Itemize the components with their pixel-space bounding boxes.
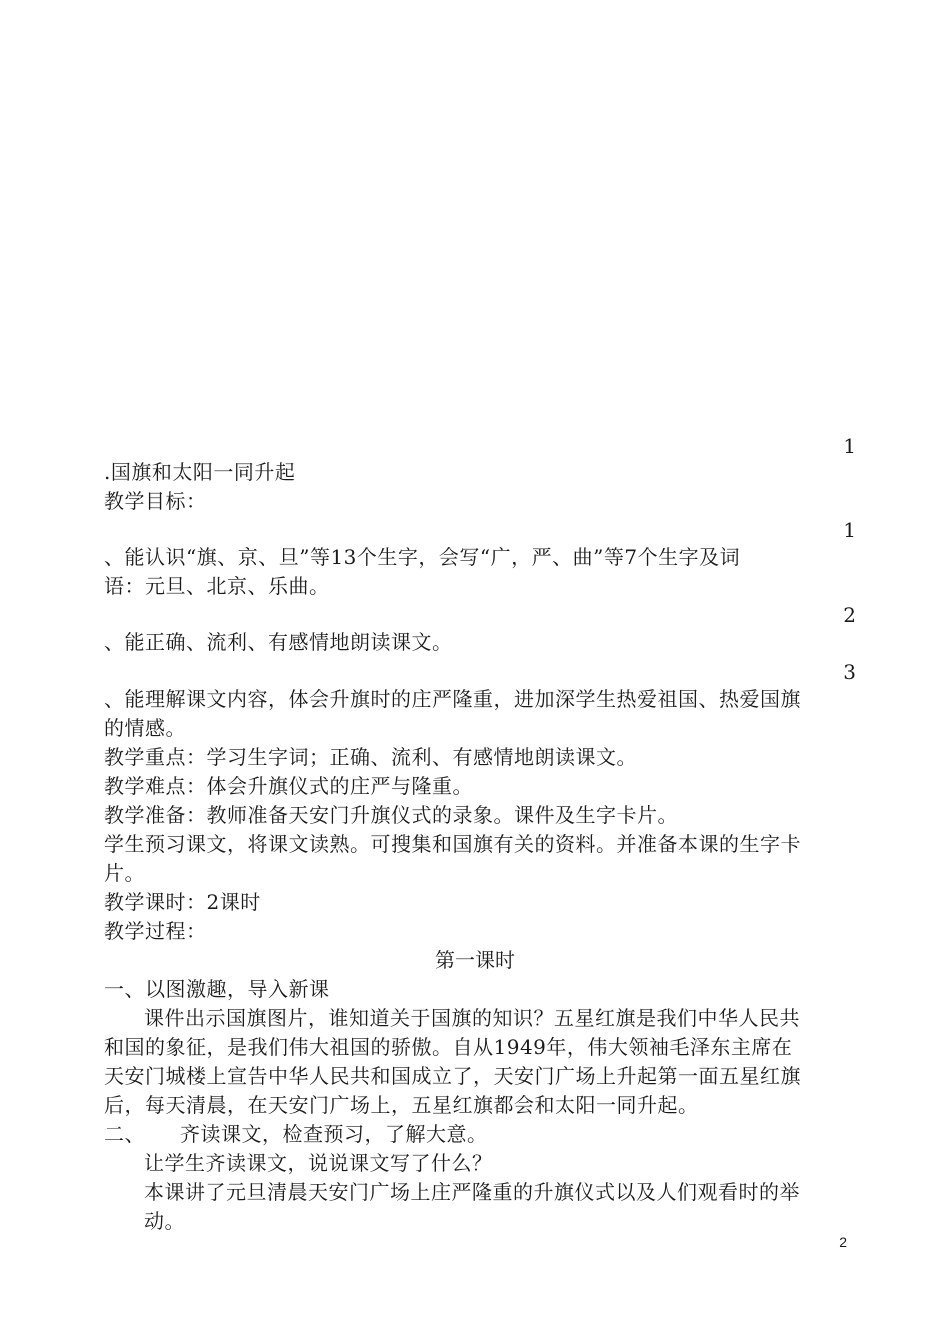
student-prep-line-2: 片。 — [104, 861, 145, 885]
goal-2-number: 2 — [843, 603, 856, 627]
section-2-line-2a: 本课讲了元旦清晨天安门广场上庄严隆重的升旗仪式以及人们观看时的举 — [144, 1180, 800, 1204]
section-1-para-line-3: 天安门城楼上宣告中华人民共和国成立了，天安门广场上升起第一面五星红旗 — [104, 1064, 801, 1088]
student-prep-line-1: 学生预习课文，将课文读熟。可搜集和国旗有关的资料。并准备本课的生字卡 — [104, 832, 801, 856]
goals-label: 教学目标： — [104, 489, 207, 513]
section-1-heading: 一、以图激趣，导入新课 — [104, 977, 330, 1001]
goal-3-line-2: 的情感。 — [104, 716, 186, 740]
section-2-heading-text: 齐读课文，检查预习，了解大意。 — [180, 1122, 488, 1146]
section-1-para-line-4: 后，每天清晨，在天安门广场上，五星红旗都会和太阳一同升起。 — [104, 1093, 699, 1117]
section-2-line-2b: 动。 — [144, 1209, 185, 1233]
goal-1-line-1: 、能认识“旗、京、旦”等13个生字，会写“广，严、曲”等7个生字及词 — [104, 545, 741, 569]
lesson-title: .国旗和太阳一同升起 — [104, 460, 296, 484]
section-1-para-line-2: 和国的象征，是我们伟大祖国的骄傲。自从1949年，伟大领袖毛泽东主席在 — [104, 1035, 793, 1059]
goal-1-line-2: 语：元旦、北京、乐曲。 — [104, 574, 330, 598]
goal-3-line-1: 、能理解课文内容，体会升旗时的庄严隆重，进加深学生热爱祖国、热爱国旗 — [104, 687, 801, 711]
session-title: 第一课时 — [435, 948, 515, 972]
page-number: 2 — [839, 1234, 847, 1250]
class-hours: 教学课时：2课时 — [104, 890, 261, 914]
section-2-heading-number: 二、 — [104, 1122, 145, 1146]
goal-3-number: 3 — [843, 660, 856, 684]
section-1-para-line-1: 课件出示国旗图片，谁知道关于国旗的知识？五星红旗是我们中华人民共 — [144, 1006, 800, 1030]
section-2-line-1: 让学生齐读课文，说说课文写了什么？ — [144, 1151, 493, 1175]
goal-2-line-1: 、能正确、流利、有感情地朗读课文。 — [104, 630, 453, 654]
key-points: 教学重点：学习生字词；正确、流利、有感情地朗读课文。 — [104, 745, 637, 769]
goal-1-number: 1 — [843, 518, 856, 542]
preparation: 教学准备：教师准备天安门升旗仪式的录象。课件及生字卡片。 — [104, 803, 678, 827]
lesson-number: 1 — [843, 434, 856, 458]
difficulties: 教学难点：体会升旗仪式的庄严与隆重。 — [104, 774, 473, 798]
process-label: 教学过程： — [104, 919, 207, 943]
